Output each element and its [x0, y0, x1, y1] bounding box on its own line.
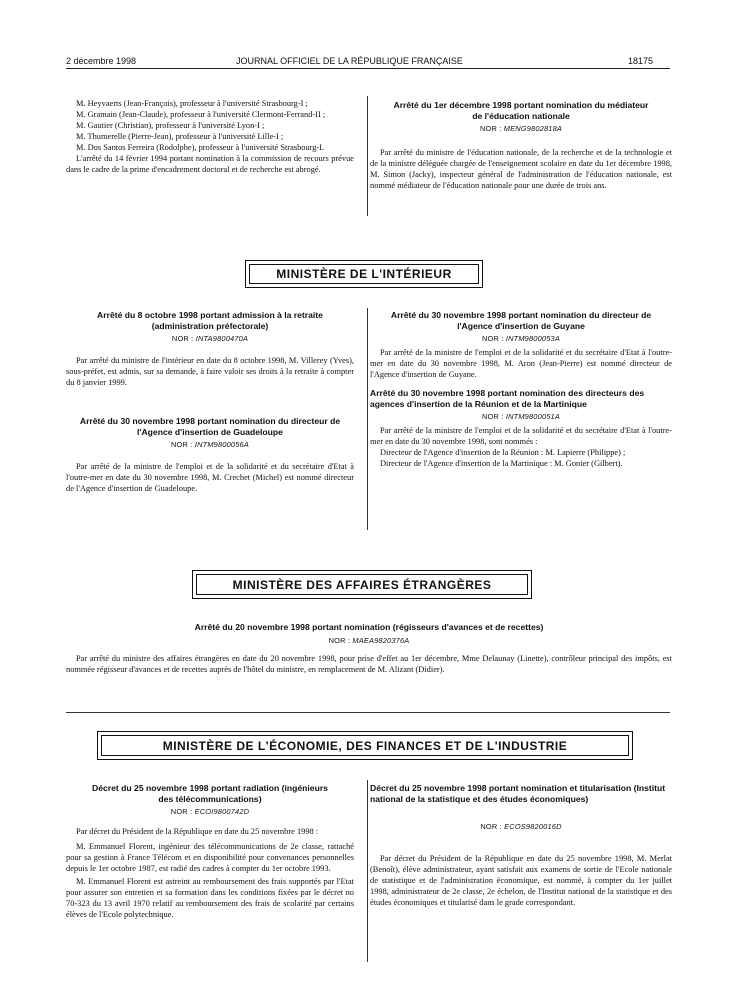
article-text: Par arrêté de la ministre de l'emploi et de la solidarité et du secrétaire d'Etat à l'outre-mer en date du 30 novembre 1998, M. Crechet (Michel) est nommé directeur de l'Agence d'insertion de Guadeloupe. — [66, 462, 354, 493]
article-text: Par arrêté de la ministre de l'emploi et de la solidarité et du secrétaire d'Etat à l'outre-mer en date du 30 novembre 1998, sont nommés : — [370, 426, 672, 446]
article-text: Par décret du Président de la République en date du 25 novembre 1998, M. Merlat (Benoît), élève administrateur, ayant satisfait aux examens de sortie de l'Ecole nationale de statistique et de l'administration économique, est nommé, à compter du 1er juillet 1998, administrateur de 2e classe, 2e échelon, de l'Institut national de la statistique et des études économiques et titularisé dans le grade correspondant. — [370, 854, 672, 907]
interieur-right-column — [370, 310, 672, 469]
article-text: Par arrêté de la ministre de l'emploi et de la solidarité et du secrétaire d'Etat à l'outre-mer en date du 30 novembre 1998, M. Aron (Jean-Pierre) est nommé directeur de l'Agence d'insertion de Guyane. — [370, 348, 672, 379]
article-title: Arrêté du 1er décembre 1998 portant nomination du médiateur de l'éducation nationale — [393, 100, 649, 121]
list-item: Directeur de l'Agence d'insertion de la Martinique : M. Gonier (Gilbert). — [380, 459, 623, 468]
paragraph: M. Thumerelle (Pierre-Jean), professeur à l'université Lille-I ; — [76, 132, 284, 141]
economie-left-column — [66, 783, 354, 920]
page-number: 18175 — [628, 56, 654, 66]
ministry-heading: MINISTÈRE DE L'ÉCONOMIE, DES FINANCES ET DE L'INDUSTRIE — [97, 731, 633, 760]
top-right-column — [370, 100, 672, 191]
nor-reference: NOR : MAEA9820376A — [328, 635, 410, 645]
column-divider — [367, 308, 368, 530]
article-title: Décret du 25 novembre 1998 portant radiation (ingénieurs des télécommunications) — [92, 783, 328, 804]
section-divider — [66, 712, 670, 713]
column-divider — [367, 96, 368, 216]
nor-reference: NOR : INTM9800056A — [171, 440, 249, 449]
article-text: M. Emmanuel Florent est astreint au remboursement des frais supportés par l'Etat pour assurer son entretien et sa formation dans les conditions fixées par le décret no 70-323 du 13 avril 1970 relatif au remboursement des frais de scolarité par certains élèves de l'Ecole polytechnique. — [66, 877, 354, 919]
article-text: Par décret du Président de la République en date du 25 novembre 1998 : — [76, 827, 319, 836]
nor-reference: NOR : ECOS9820016D — [480, 822, 562, 831]
article-title: Arrêté du 30 novembre 1998 portant nomination du directeur de l'Agence d'insertion de Guyane — [390, 310, 652, 331]
nor-reference: NOR : INTM9800051A — [482, 412, 560, 421]
article-text: Par arrêté du ministre des affaires étrangères en date du 20 novembre 1998, pour prise d'effet au 1er décembre, Mme Delaunay (Linette), contrôleur principal des impôts, est nommée régisseur d'avances et de recettes auprès de l'hôtel du ministre, en remplacement de M. Alizant (Didier). — [66, 653, 672, 674]
journal-title: JOURNAL OFFICIEL DE LA RÉPUBLIQUE FRANÇAISE — [236, 56, 463, 66]
nor-reference: NOR : INTM9800053A — [482, 334, 560, 343]
ministry-heading: MINISTÈRE DES AFFAIRES ÉTRANGÈRES — [192, 570, 532, 599]
article-title: Décret du 25 novembre 1998 portant nomination et titularisation (Institut national de la statistique et des études économiques) — [370, 783, 666, 804]
nor-reference: NOR : INTA9800470A — [171, 334, 249, 343]
paragraph: M. Gautier (Christian), professeur à l'université Lyon-I ; — [76, 121, 265, 130]
article-text: M. Emmanuel Florent, ingénieur des télécommunications de 2e classe, rattaché pour sa gestion à France Télécom et en disponibilité pour convenances personnelles depuis le 1er octobre 1987, est radié des cadres à compter du 1er octobre 1993. — [66, 842, 354, 873]
affaires-section — [66, 622, 672, 675]
ministry-heading: MINISTÈRE DE L'INTÉRIEUR — [245, 260, 483, 288]
article-title: Arrêté du 30 novembre 1998 portant nomination du directeur de l'Agence d'insertion de Guadeloupe — [79, 416, 341, 437]
nor-reference: NOR : MENG9802818A — [479, 124, 563, 133]
article-title: Arrêté du 8 octobre 1998 portant admission à la retraite (administration préfectorale) — [97, 310, 323, 331]
list-item: Directeur de l'Agence d'insertion de la Réunion : M. Lapierre (Philippe) ; — [380, 448, 626, 457]
top-left-column — [66, 98, 354, 175]
header-date: 2 décembre 1998 — [66, 56, 137, 66]
article-title: Arrêté du 20 novembre 1998 portant nomination (régisseurs d'avances et de recettes) — [194, 622, 544, 632]
economie-right-column — [370, 783, 672, 908]
column-divider — [367, 780, 368, 962]
article-text: Par arrêté du ministre de l'intérieur en date du 8 octobre 1998, M. Villerey (Yves), sous-préfet, est admis, sur sa demande, à faire valoir ses droits à la retraite à compter du 8 janvier 1999. — [66, 356, 354, 387]
nor-reference: NOR : ECOI9800742D — [170, 807, 250, 816]
interieur-left-column — [66, 310, 354, 494]
paragraph: M. Heyvaerts (Jean-François), professeur à l'université Strasbourg-I ; — [76, 99, 308, 108]
header-rule — [66, 68, 670, 69]
article-text: Par arrêté du ministre de l'éducation nationale, de la recherche et de la technologie et de la ministre déléguée chargée de l'enseignement scolaire en date du 1er décembre 1998, M. Simon (Jacky), inspecteur général de l'administration de l'éducation nationale, est nommé médiateur de l'éducation nationale pour une durée de trois ans. — [370, 148, 672, 190]
article-title: Arrêté du 30 novembre 1998 portant nomination des directeurs des agences d'insertion de la Réunion et de la Martinique — [370, 388, 645, 409]
paragraph: M. Dos Santos Ferreira (Rodolphe), professeur à l'université Strasbourg-I. — [76, 143, 325, 152]
paragraph: M. Gramain (Jean-Claude), professeur à l'université Clermont-Ferrand-II ; — [76, 110, 326, 119]
paragraph: L'arrêté du 14 février 1994 portant nomination à la commission de recours prévue dans le cadre de la prime d'encadrement doctoral et de recherche est abrogé. — [66, 154, 354, 174]
